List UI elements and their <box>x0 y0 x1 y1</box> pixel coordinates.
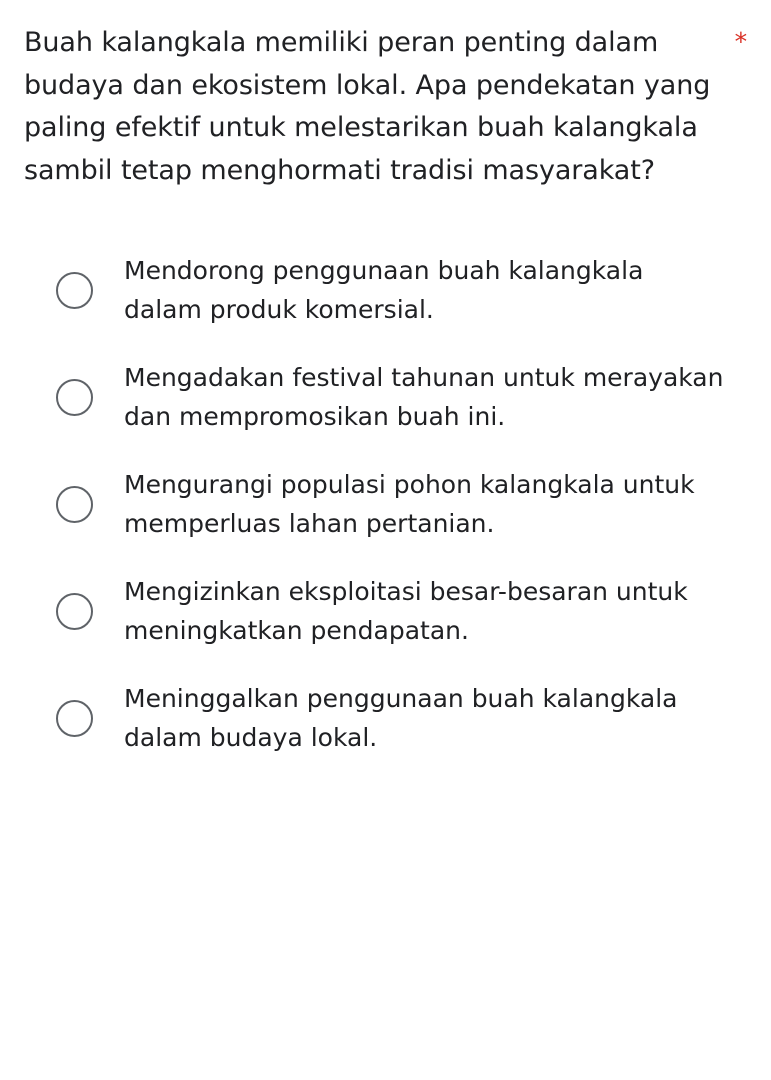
radio-button-icon[interactable] <box>56 272 93 309</box>
required-asterisk: * <box>734 27 747 56</box>
option-row[interactable] <box>24 237 747 344</box>
radio-cell[interactable] <box>24 593 124 630</box>
option-label[interactable]: Mengurangi populasi pohon kalangkala untuk memperluas lahan pertanian. <box>124 469 703 539</box>
radio-cell[interactable] <box>24 379 124 416</box>
radio-cell[interactable] <box>24 486 124 523</box>
radio-button-icon[interactable] <box>56 379 93 416</box>
question-title <box>24 22 747 193</box>
question-text: Buah kalangkala memiliki peran penting dalam budaya dan ekosistem lokal. Apa pendekatan yang paling efektif untuk melestarikan buah kalangkala sambil tetap menghormati tradisi masyarakat? <box>24 27 719 186</box>
option-row[interactable] <box>24 558 747 665</box>
radio-cell[interactable] <box>24 700 124 737</box>
radio-button-icon[interactable] <box>56 593 93 630</box>
option-row[interactable] <box>24 344 747 451</box>
radio-button-icon[interactable] <box>56 486 93 523</box>
radio-cell[interactable] <box>24 272 124 309</box>
option-label[interactable]: Mendorong penggunaan buah kalangkala dalam produk komersial. <box>124 255 652 325</box>
option-label[interactable]: Mengadakan festival tahunan untuk merayakan dan mempromosikan buah ini. <box>124 362 732 432</box>
options-list <box>24 237 747 772</box>
option-label[interactable]: Mengizinkan eksploitasi besar-besaran untuk meningkatkan pendapatan. <box>124 576 696 646</box>
radio-button-icon[interactable] <box>56 700 93 737</box>
option-row[interactable] <box>24 451 747 558</box>
option-row[interactable] <box>24 665 747 772</box>
option-label[interactable]: Meninggalkan penggunaan buah kalangkala dalam budaya lokal. <box>124 683 686 753</box>
